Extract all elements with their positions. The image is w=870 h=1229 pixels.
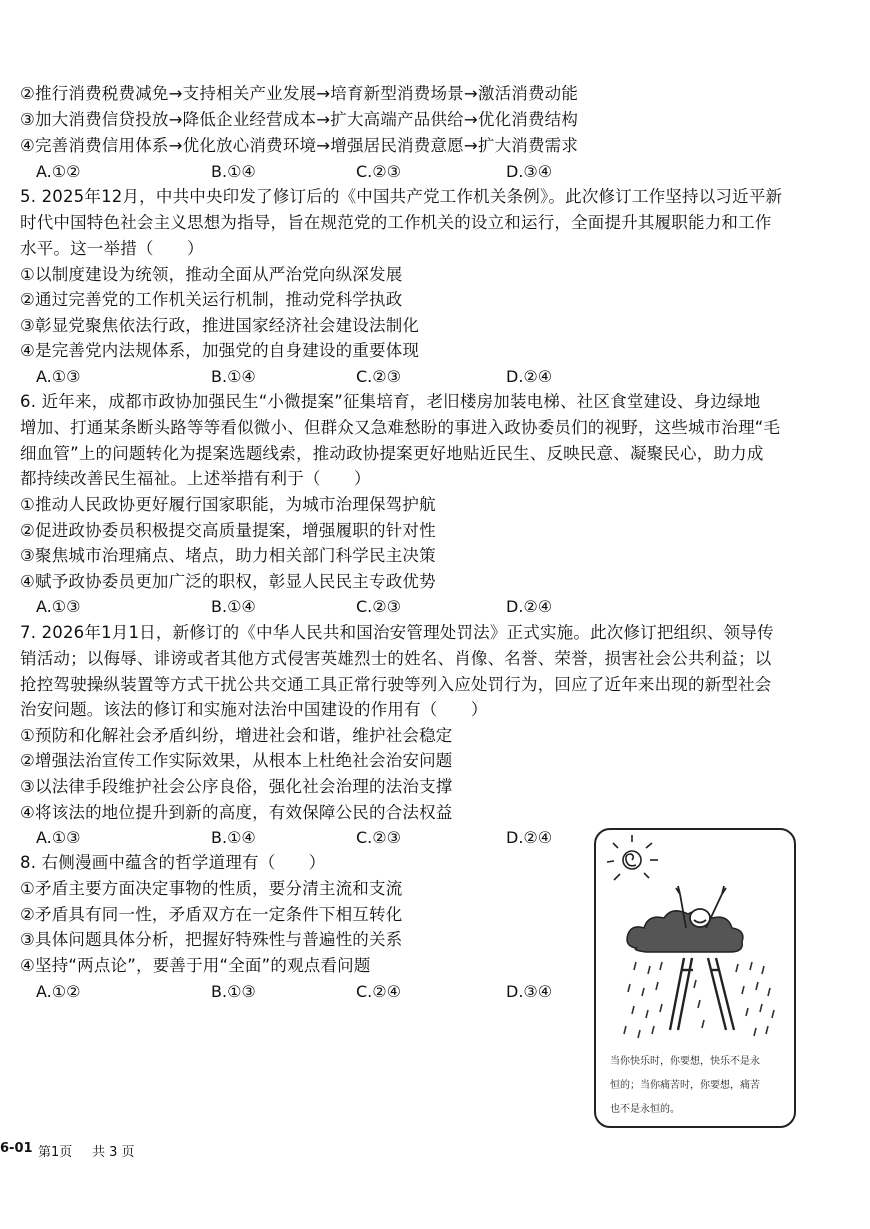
q8-option-d[interactable]: D.③④ [506,982,553,1001]
footer-total-pages: 共 3 页 [92,1145,135,1160]
q6-option-d[interactable]: D.②④ [506,597,553,616]
q4-option-b[interactable]: B.①④ [211,162,256,181]
q5-option-a[interactable]: A.①③ [36,367,81,386]
q5-stem-line-2: 时代中国特色社会主义思想为指导，旨在规范党的工作机关的设立和运行，全面提升其履职能力和工作 [20,213,772,232]
q6-option-b[interactable]: B.①④ [211,597,256,616]
q7-stem-line-1: 7. 2026年1月1日，新修订的《中华人民共和国治安管理处罚法》正式实施。此次修订把组织、领导传 [20,623,774,642]
q7-stem-line-3: 抢控驾驶操纵装置等方式干扰公共交通工具正常行驶等列入应处罚行为，回应了近年来出现的新型社会 [20,675,772,694]
comic-panel [594,828,796,1128]
q8-item-2: ②矛盾具有同一性，矛盾双方在一定条件下相互转化 [20,905,403,924]
q6-stem-line-4: 都持续改善民生福祉。上述举措有利于（ ） [20,469,371,488]
q7-stem-line-4: 治安问题。该法的修订和实施对法治中国建设的作用有（ ） [20,700,488,719]
q4-option-a[interactable]: A.①② [36,162,81,181]
q6-stem-line-2: 增加、打通某条断头路等等看似微小、但群众又急难愁盼的事进入政协委员们的视野，这些城市治理“毛 [20,418,781,437]
q5-stem-line-1: 5. 2025年12月，中共中央印发了修订后的《中国共产党工作机关条例》。此次修订工作坚持以习近平新 [20,187,783,206]
q8-option-c[interactable]: C.②④ [356,982,401,1001]
q5-item-2: ②通过完善党的工作机关运行机制，推动党科学执政 [20,290,403,309]
q6-stem-line-1: 6. 近年来，成都市政协加强民生“小微提案”征集培育，老旧楼房加装电梯、社区食堂建设、身边绿地 [20,392,761,411]
q4-item-4: ④完善消费信用体系→优化放心消费环境→增强居民消费意愿→扩大消费需求 [20,136,579,155]
q7-item-4: ④将该法的地位提升到新的高度，有效保障公民的合法权益 [20,803,453,822]
comic-illustration [596,830,794,1045]
q5-item-4: ④是完善党内法规体系，加强党的自身建设的重要体现 [20,341,420,360]
q5-item-3: ③彰显党聚焦依法行政，推进国家经济社会建设法制化 [20,316,420,335]
footer-code: 6-01 [0,1141,33,1156]
q5-item-1: ①以制度建设为统领，推动全面从严治党向纵深发展 [20,265,403,284]
q6-item-1: ①推动人民政协更好履行国家职能，为城市治理保驾护航 [20,495,436,514]
q4-option-c[interactable]: C.②③ [356,162,401,181]
q7-stem-line-2: 销活动；以侮辱、诽谤或者其他方式侵害英雄烈士的姓名、肖像、名誉、荣誉，损害社会公共利益；以 [20,649,772,668]
q5-option-b[interactable]: B.①④ [211,367,256,386]
comic-caption-line-3: 也不是永恒的。 [610,1104,680,1115]
q8-item-1: ①矛盾主要方面决定事物的性质，要分清主流和支流 [20,879,403,898]
footer-page-number: 第1页 [38,1145,73,1160]
q6-item-3: ③聚焦城市治理痛点、堵点，助力相关部门科学民主决策 [20,546,436,565]
q8-option-a[interactable]: A.①② [36,982,81,1001]
q6-option-a[interactable]: A.①③ [36,597,81,616]
q7-item-2: ②增强法治宣传工作实际效果，从根本上杜绝社会治安问题 [20,751,453,770]
comic-caption-line-1: 当你快乐时，你要想，快乐不是永 [610,1056,760,1067]
q6-item-2: ②促进政协委员积极提交高质量提案，增强履职的针对性 [20,521,436,540]
comic-caption [610,1050,784,1122]
q4-item-3: ③加大消费信贷投放→降低企业经营成本→扩大高端产品供给→优化消费结构 [20,110,579,129]
q7-item-1: ①预防和化解社会矛盾纠纷，增进社会和谐，维护社会稳定 [20,726,453,745]
q6-option-c[interactable]: C.②③ [356,597,401,616]
rain [624,962,774,1038]
q6-stem-line-3: 细血管”上的问题转化为提案选题线索，推动政协提案更好地贴近民生、反映民意、凝聚民心，助力成 [20,444,764,463]
q7-item-3: ③以法律手段维护社会公序良俗，强化社会治理的法治支撑 [20,777,453,796]
q8-stem: 8. 右侧漫画中蕴含的哲学道理有（ ） [20,853,326,872]
q7-option-b[interactable]: B.①④ [211,828,256,847]
q4-item-2: ②推行消费税费减免→支持相关产业发展→培育新型消费场景→激活消费动能 [20,84,579,103]
crutches [670,958,734,1030]
q7-option-d[interactable]: D.②④ [506,828,553,847]
q5-option-d[interactable]: D.②④ [506,367,553,386]
q4-option-d[interactable]: D.③④ [506,162,553,181]
sun-icon [607,835,658,880]
comic-caption-line-2: 恒的；当你痛苦时，你要想，痛苦 [610,1080,760,1091]
q6-item-4: ④赋予政协委员更加广泛的职权，彰显人民民主专政优势 [20,572,436,591]
q7-option-a[interactable]: A.①③ [36,828,81,847]
q7-option-c[interactable]: C.②③ [356,828,401,847]
q5-option-c[interactable]: C.②③ [356,367,401,386]
q5-stem-line-3: 水平。这一举措（ ） [20,239,204,258]
q8-item-3: ③具体问题具体分析，把握好特殊性与普遍性的关系 [20,930,403,949]
q8-option-b[interactable]: B.①③ [211,982,256,1001]
q8-item-4: ④坚持“两点论”，要善于用“全面”的观点看问题 [20,956,371,975]
